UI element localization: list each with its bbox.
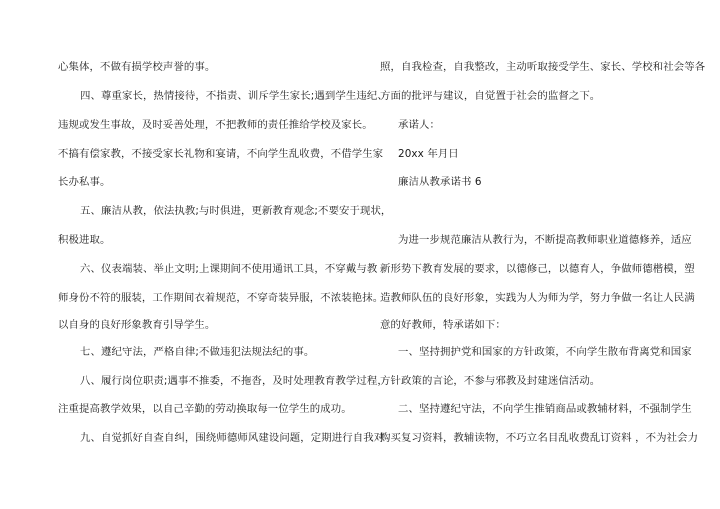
text-line: 四、尊重家长，热情接待，不指责、训斥学生家长;遇到学生违纪、 <box>80 90 388 102</box>
text-line: 方针政策的言论，不参与邪教及封建迷信活动。 <box>380 375 601 387</box>
text-line: 五、廉洁从教，依法执教;与时俱进，更新教育观念;不要安于现状， <box>80 205 392 217</box>
text-line: 注重提高教学效果，以自己辛勤的劳动换取每一位学生的成功。 <box>58 403 352 415</box>
text-line: 购买复习资料，教辅读物，不巧立名目乱收费乱订资料 ，不为社会力 <box>380 432 699 444</box>
text-line: 九、自觉抓好自查自纠，围绕师德师风建设问题，定期进行自我对 <box>80 432 385 444</box>
text-line: 照，自我检查，自我整改，主动听取接受学生、家长、学校和社会等各 <box>380 61 706 73</box>
date-line: 20xx 年月日 <box>398 148 459 160</box>
signatory-label: 承诺人： <box>398 119 440 131</box>
text-line: 积极进取。 <box>58 234 111 246</box>
text-line: 意的好教师，特承诺如下： <box>380 319 506 331</box>
text-line: 以自身的良好形象教育引导学生。 <box>58 319 216 331</box>
text-line: 心集体，不做有损学校声誉的事。 <box>58 61 216 73</box>
text-line: 师身份不符的服装，工作期间衣着规范，不穿奇装异服，不浓装艳抹。 <box>58 292 384 304</box>
text-line: 六、仪表端装、举止文明;上课期间不使用通讯工具，不穿戴与教 <box>80 263 378 275</box>
text-line: 一、坚持拥护党和国家的方针政策，不向学生散布背离党和国家 <box>398 346 692 358</box>
section-title: 廉洁从教承诺书 6 <box>398 176 482 188</box>
text-line: 二、坚持遵纪守法，不向学生推销商品或教辅材料，不强制学生 <box>398 403 692 415</box>
text-line: 方面的批评与建议，自觉置于社会的监督之下。 <box>380 90 601 102</box>
text-line: 八、履行岗位职责;遇事不推委，不拖沓，及时处理教育教学过程， <box>80 375 388 387</box>
text-line: 为进一步规范廉洁从教行为，不断提高教师职业道德修养，适应 <box>398 234 692 246</box>
text-line: 违规或发生事故，及时妥善处理，不把教师的责任推给学校及家长。 <box>58 119 373 131</box>
text-line: 造教师队伍的良好形象，实践为人为师为学，努力争做一名让人民满 <box>380 292 695 304</box>
text-line: 七、遵纪守法，严格自律;不做违犯法规法纪的事。 <box>80 346 315 358</box>
text-line: 新形势下教育发展的要求，以德修己，以德育人，争做师德楷模，塑 <box>380 263 695 275</box>
text-line: 不搞有偿家教，不接受家长礼物和宴请，不向学生乱收费，不借学生家 <box>58 148 384 160</box>
text-line: 长办私事。 <box>58 176 111 188</box>
